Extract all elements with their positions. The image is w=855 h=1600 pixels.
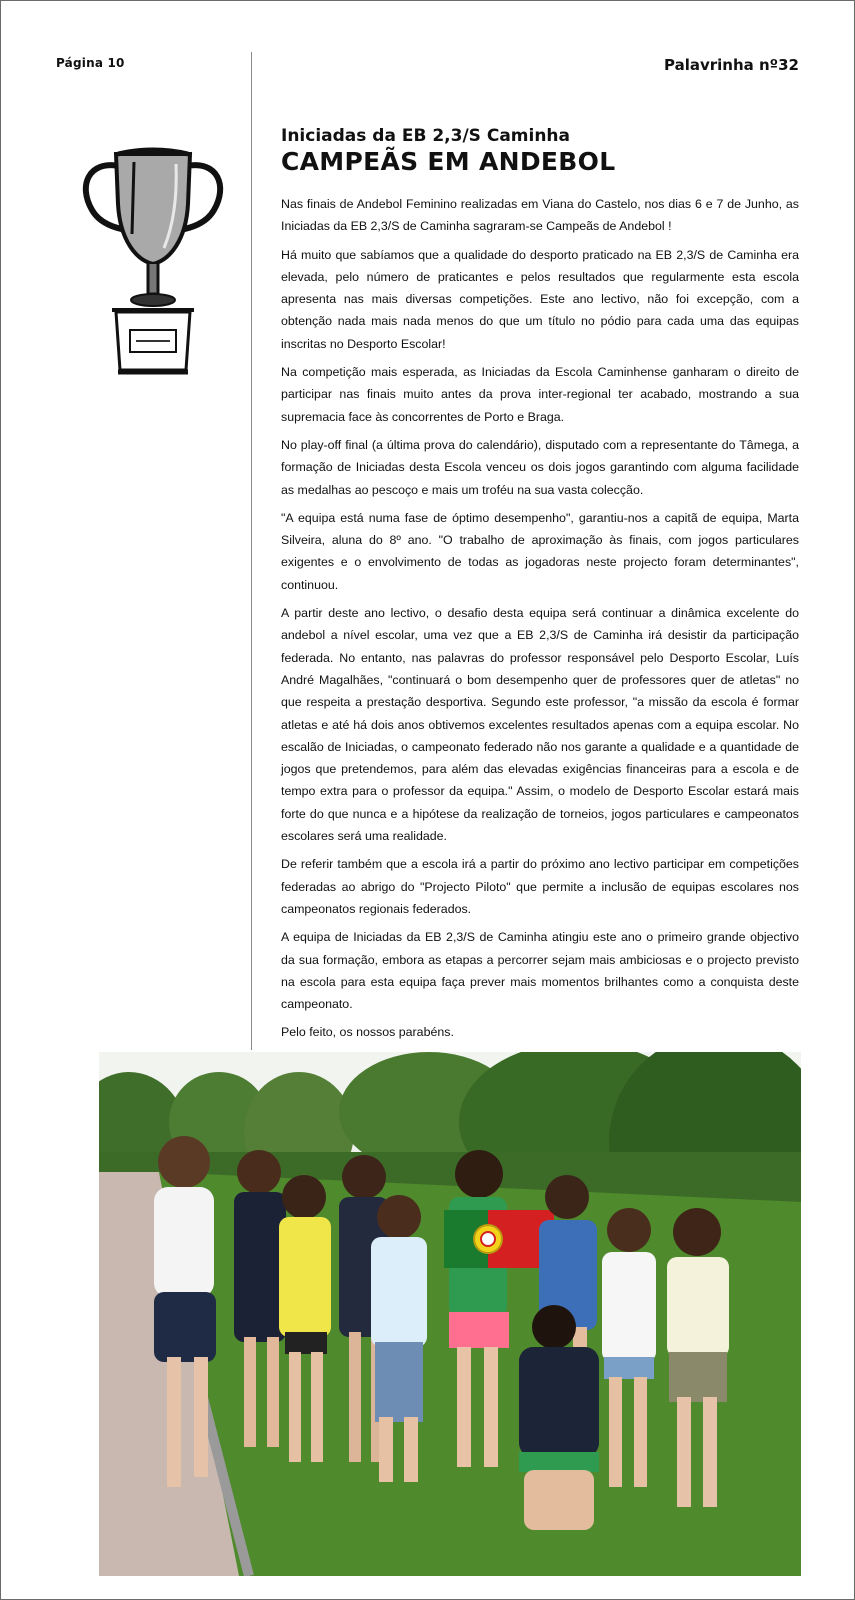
page-number: Página 10 (56, 56, 125, 70)
article-kicker: Iniciadas da EB 2,3/S Caminha (281, 126, 571, 146)
paragraph: Na competição mais esperada, as Iniciadas da Escola Caminhense ganharam o direito de participar nas finais muito antes da prova inter-regional ter acabado, mostrando a sua supremacia face às concorrentes de Porto e Braga. (281, 365, 799, 424)
article (281, 125, 799, 1050)
paragraph: A equipa de Iniciadas da EB 2,3/S de Caminha atingiu este ano o primeiro grande objectivo da sua formação, embora as etapas a percorrer sejam mais ambiciosas e o projecto previsto na escola para esta equipa faça prever mais momentos brilhantes como a conquista deste campeonato. (281, 930, 799, 1012)
paragraph: Nas finais de Andebol Feminino realizadas em Viana do Castelo, nos dias 6 e 7 de Junho, as Iniciadas da EB 2,3/S de Caminha sagraram-se Campeãs de Andebol ! (281, 197, 799, 234)
magazine-issue: Palavrinha nº32 (663, 56, 799, 74)
paragraph: A partir deste ano lectivo, o desafio desta equipa será continuar a dinâmica excelente do andebol a nível escolar, uma vez que a EB 2,3/S de Caminha irá desistir da participação federada. No entanto, nas palavras do professor responsável pelo Desporto Escolar, Luís André Magalhães, "continuará o bom desempenho quer de professores quer de atletas" no que respeita a prestação desportiva. Segundo este professor, "a missão da escola é formar atletas e até há dois anos obtivemos excelentes resultados apenas com a equipa escolar. No escalão de Iniciadas, o campeonato federado não nos garante a qualidade e a quantidade de jogos que pretendemos, para além das elevadas exigências financeiras para a escola e de tempo extra para o professor da equipa." Assim, o modelo de Desporto Escolar estará mais forte do que nunca e a hipótese da realização de torneios, jogos particulares e campeonatos escolares será uma realidade. (281, 606, 799, 844)
column-divider (251, 52, 252, 1050)
paragraph: Pelo feito, os nossos parabéns. (281, 1025, 454, 1040)
paragraph: No play-off final (a última prova do calendário), disputado com a representante do Tâmega, a formação de Iniciadas desta Escola venceu os dois jogos garantindo com alguma facilidade as medalhas ao pescoço e mais um troféu na sua vasta colecção. (281, 437, 799, 497)
paragraph: "A equipa está numa fase de óptimo desempenho", garantiu-nos a capitã de equipa, Marta Silveira, aluna do 8º ano. "O trabalho de aproximação às finais, com jogos particulares exigentes e o envolvimento de todas as jogadoras neste projecto foram determinantes", continuou. (281, 510, 799, 592)
team-photo (99, 1052, 801, 1576)
trophy-icon (78, 144, 228, 384)
paragraph: De referir também que a escola irá a partir do próximo ano lectivo participar em competições federadas ao abrigo do "Projecto Piloto" que permite a inclusão de equipas escolares nos campeonatos regionais federados. (281, 857, 799, 916)
paragraph: Há muito que sabíamos que a qualidade do desporto praticado na EB 2,3/S de Caminha era elevada, pelo número de praticantes e pelos resultados que regularmente esta escola apresenta nas mais diversas competições. Este ano lectivo, não foi excepção, com a obtenção nada mais nada menos do que um título no pódio para cada uma das equipas inscritas no Desporto Escolar! (281, 247, 799, 351)
article-headline: CAMPEÃS EM ANDEBOL (281, 147, 616, 176)
